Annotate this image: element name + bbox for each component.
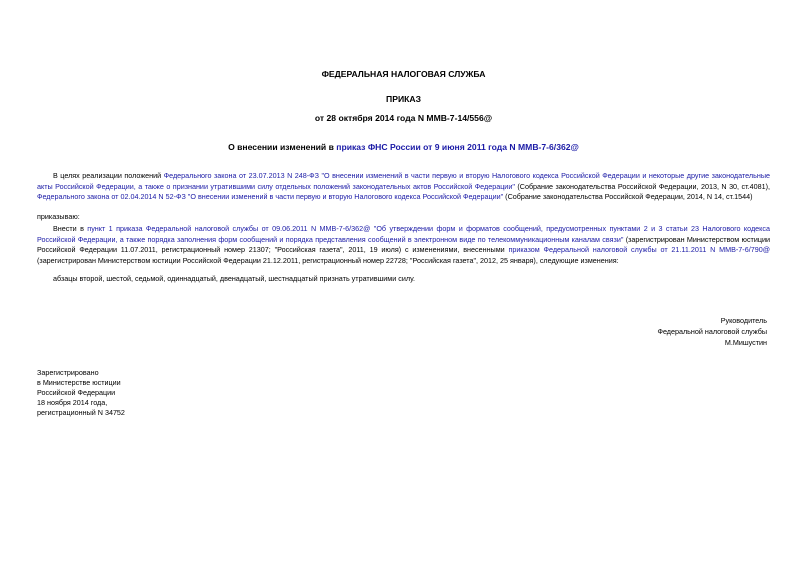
subject-order-link[interactable]: приказ ФНС России от 9 июня 2011 года N ММВ-7-6/362@ [336,142,579,152]
document-subject [0,142,807,153]
signature-name: М.Мишустин [724,338,767,347]
change-text: абзацы второй, шестой, седьмой, одиннадцатый, двенадцатый, шестнадцатый признать утратившими силу. [53,274,415,283]
document-date-number: от 28 октября 2014 года N ММВ-7-14/556@ [314,113,493,123]
registration-line-1: Зарегистрировано [37,368,99,377]
clause-text-1: Внести в [53,224,88,233]
preamble-text-2: (Собрание законодательства Российской Федерации, 2013, N 30, ст.4081), [514,181,770,191]
registration-line-3: Российской Федерации [37,388,116,397]
registration-line-5: регистрационный N 34752 [37,408,125,417]
preamble-text-3: (Собрание законодательства Российской Федерации, 2014, N 14, ст.1544) [503,192,753,202]
law-248-fz-link[interactable]: Федерального закона от 23.07.2013 N 248-ФЗ "О внесении изменений в части первую и вторую Налогового кодекса Российской Федерации и некоторые другие законодательные акты Российской Федерации, а также о признании утратившими силу отдельных положений законодательных актов Российской Федерации" [37,171,770,191]
signature-org: Федеральной налоговой службы [657,327,767,336]
preamble-text-1: В целях реализации положений [53,171,164,180]
signature-role: Руководитель [720,316,767,325]
registration-line-2: в Министерстве юстиции [37,378,121,387]
clause-text-3: (зарегистрирован Министерством юстиции Российской Федерации 21.12.2011, регистрационный номер 22728; "Российская газета", 2012, 25 января), следующие изменения: [37,255,619,265]
order-362-link[interactable]: пункт 1 приказа Федеральной налоговой службы от 09.06.2011 N ММВ-7-6/362@ "Об утверждении форм и форматов сообщений, предусмотренных пунктами 2 и 3 статьи 23 Налогового кодекса Российской Федерации, а также порядка заполнения форм сообщений и порядка представления сообщений в электронном виде по телекоммуникационным каналам связи" [37,224,770,244]
registration-line-4: 18 ноября 2014 года, [37,398,108,407]
subject-prefix: О внесении изменений в [228,142,337,152]
document-type: ПРИКАЗ [386,94,421,104]
law-52-fz-link[interactable]: Федерального закона от 02.04.2014 N 52-ФЗ "О внесении изменений в части первую и вторую Налогового кодекса Российской Федерации" [37,192,504,202]
clause-paragraph [37,224,770,266]
preamble-paragraph [37,171,770,203]
agency-title: ФЕДЕРАЛЬНАЯ НАЛОГОВАЯ СЛУЖБА [321,69,486,79]
order-word: приказываю: [37,212,80,221]
clause-text-2: (зарегистрирован Министерством юстиции Российской Федерации 11.07.2011, регистрационный номер 21307; "Российская газета", 2011, 19 июля) с изменениями, внесенными [37,234,770,255]
order-790-link[interactable]: приказом Федеральной налоговой службы от 21.11.2011 N ММВ-7-6/790@ [508,245,770,255]
